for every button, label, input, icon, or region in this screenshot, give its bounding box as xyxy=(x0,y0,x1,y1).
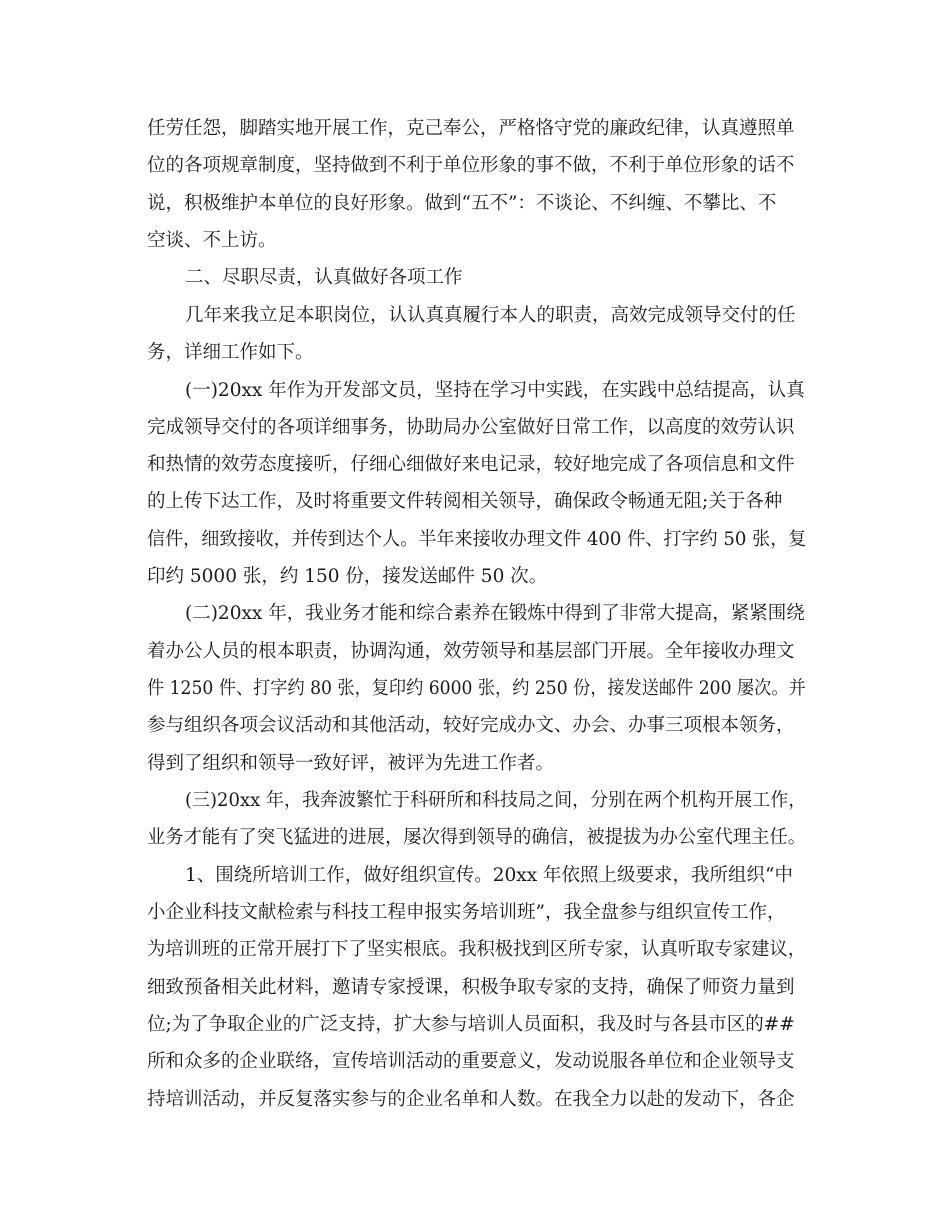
text-line: 所和众多的企业联络，宣传培训活动的重要意义，发动说服各单位和企业领导支 xyxy=(147,1051,795,1072)
section-heading: 二、尽职尽责，认真做好各项工作 xyxy=(185,267,463,288)
text-line: 着办公人员的根本职责，协调沟通，效劳领导和基层部门开展。全年接收办理文 xyxy=(147,641,795,662)
text-line: 1、围绕所培训工作，做好组织宣传。20xx 年依照上级要求，我所组织“中 xyxy=(185,865,794,886)
text-line: 空谈、不上访。 xyxy=(147,230,277,251)
text-line: 位的各项规章制度，坚持做到不利于单位形象的事不做，不利于单位形象的话不 xyxy=(147,155,795,176)
text-line: 任劳任怨，脚踏实地开展工作，克己奉公，严格恪守党的廉政纪律，认真遵照单 xyxy=(147,118,795,139)
text-line: 业务才能有了突飞猛进的进展，屡次得到领导的确信，被提拔为办公室代理主任。 xyxy=(147,827,807,848)
text-line: 印约 5000 张，约 150 份，接发送邮件 50 次。 xyxy=(147,566,548,587)
text-line: 完成领导交付的各项详细事务，协助局办公室做好日常工作，以高度的效劳认识 xyxy=(147,417,795,438)
text-line: 小企业科技文献检索与科技工程申报实务培训班”，我全盘参与组织宣传工作， xyxy=(147,902,786,923)
text-line: 位;为了争取企业的广泛支持，扩大参与培训人员面积，我及时与各县市区的## xyxy=(147,1014,795,1035)
text-line: (三)20xx 年，我奔波繁忙于科研所和科技局之间，分别在两个机构开展工作， xyxy=(185,790,807,811)
text-line: 细致预备相关此材料，邀请专家授课，积极争取专家的支持，确保了师资力量到 xyxy=(147,977,795,998)
text-line: (二)20xx 年，我业务才能和综合素养在锻炼中得到了非常大提高，紧紧围绕 xyxy=(185,603,805,624)
text-line: 和热情的效劳态度接听，仔细心细做好来电记录，较好地完成了各项信息和文件 xyxy=(147,454,795,475)
text-line: 说，积极维护本单位的良好形象。做到“五不”：不谈论、不纠缠、不攀比、不 xyxy=(147,193,777,214)
text-line: 得到了组织和领导一致好评，被评为先进工作者。 xyxy=(147,753,555,774)
text-line: 几年来我立足本职岗位，认认真真履行本人的职责，高效完成领导交付的任 xyxy=(185,305,796,326)
text-line: 的上传下达工作，及时将重要文件转阅相关领导，确保政令畅通无阻;关于各种 xyxy=(147,491,783,512)
text-line: 参与组织各项会议活动和其他活动，较好完成办文、办会、办事三项根本领务， xyxy=(147,715,795,736)
text-line: 件 1250 件、打字约 80 张，复印约 6000 张，约 250 份，接发送邮件 200 屡次。并 xyxy=(147,678,806,699)
text-line: (一)20xx 年作为开发部文员，坚持在学习中实践，在实践中总结提高，认真 xyxy=(185,380,805,401)
text-line: 信件，细致接收，并传到达个人。半年来接收办理文件 400 件、打字约 50 张，复 xyxy=(147,529,807,550)
text-line: 务，详细工作如下。 xyxy=(147,342,314,363)
text-line: 持培训活动，并反复落实参与的企业名单和人数。在我全力以赴的发动下，各企 xyxy=(147,1089,795,1110)
text-line: 为培训班的正常开展打下了坚实根底。我积极找到区所专家，认真听取专家建议， xyxy=(147,939,807,960)
